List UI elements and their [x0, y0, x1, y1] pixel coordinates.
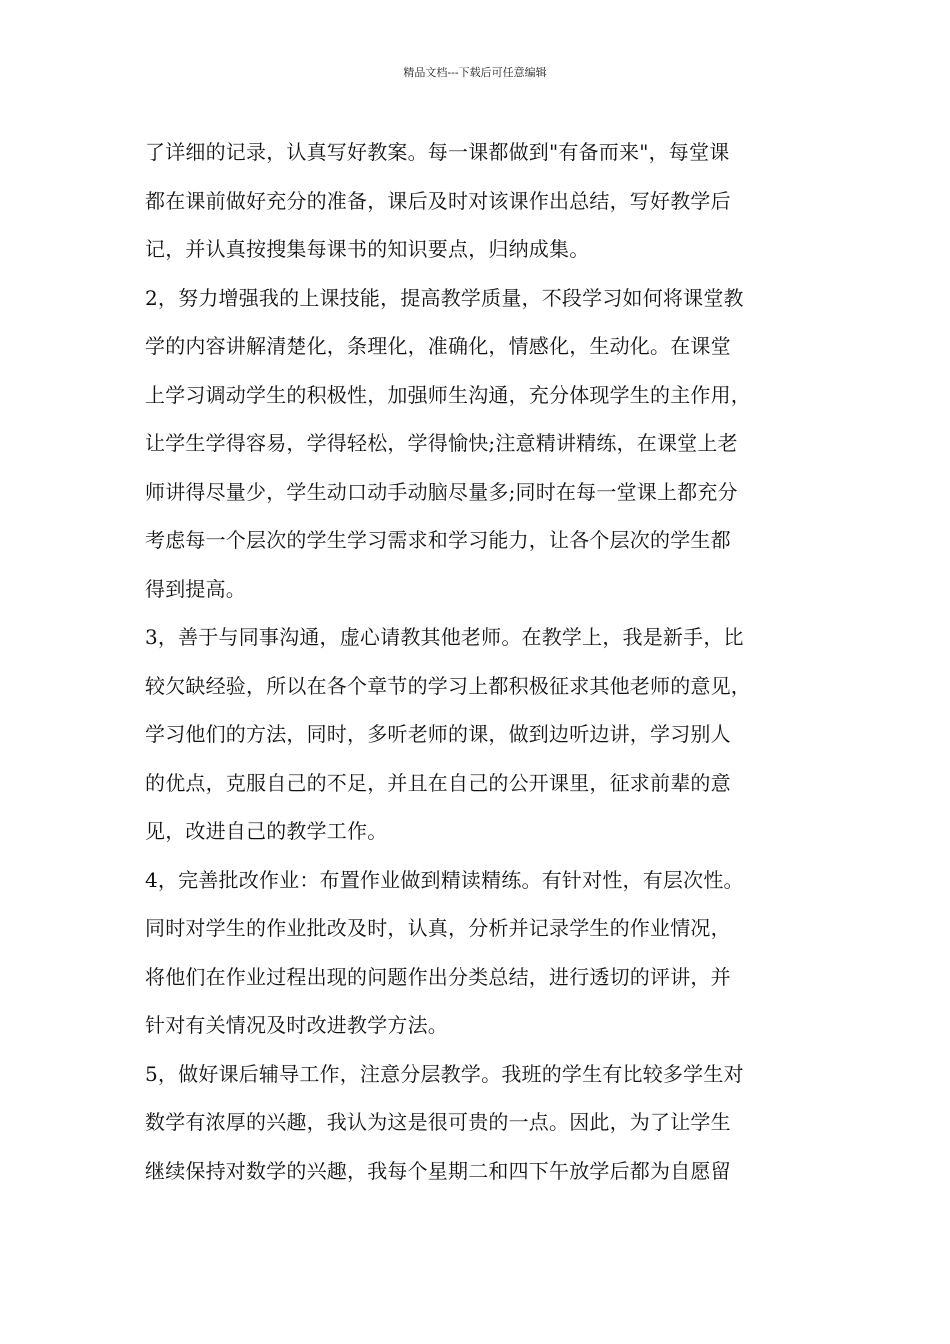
text-line: 数学有浓厚的兴趣，我认为这是很可贵的一点。因此，为了让学生 — [145, 1110, 731, 1134]
text-line: 见，改进自己的教学工作。 — [145, 819, 388, 843]
text-line: 都在课前做好充分的准备，课后及时对该课作出总结，写好教学后 — [145, 188, 731, 213]
text-line: 3，善于与同事沟通，虚心请教其他老师。在教学上，我是新手，比 — [145, 625, 744, 649]
text-line: 上学习调动学生的积极性，加强师生沟通，充分体现学生的主作用， — [145, 382, 751, 407]
text-line: 学的内容讲解清楚化，条理化，准确化，情感化，生动化。在课堂 — [145, 334, 731, 358]
page-header: 精品文档---下载后可任意编辑 — [403, 66, 547, 79]
text-line: 将他们在作业过程出现的问题作出分类总结，进行透切的评讲，并 — [145, 964, 731, 989]
text-line: 同时对学生的作业批改及时，认真，分析并记录学生的作业情况， — [145, 916, 731, 940]
text-line: 让学生学得容易，学得轻松，学得愉快;注意精讲精练，在课堂上老 — [145, 431, 738, 455]
text-line: 记，并认真按搜集每课书的知识要点，归纳成集。 — [145, 237, 590, 261]
text-line: 师讲得尽量少，学生动口动手动脑尽量多;同时在每一堂课上都充分 — [145, 479, 738, 504]
text-line: 继续保持对数学的兴趣，我每个星期二和四下午放学后都为自愿留 — [145, 1158, 731, 1183]
text-line: 2，努力增强我的上课技能，提高教学质量，不段学习如何将课堂教 — [145, 285, 744, 310]
text-line: 考虑每一个层次的学生学习需求和学习能力，让各个层次的学生都 — [145, 528, 731, 552]
text-line: 学习他们的方法，同时，多听老师的课，做到边听边讲，学习别人 — [145, 722, 731, 746]
text-line: 较欠缺经验，所以在各个章节的学习上都积极征求其他老师的意见， — [145, 673, 751, 698]
text-line: 针对有关情况及时改进教学方法。 — [145, 1013, 448, 1037]
text-line: 5，做好课后辅导工作，注意分层教学。我班的学生有比较多学生对 — [145, 1061, 744, 1086]
text-line: 了详细的记录，认真写好教案。每一课都做到"有备而来"，每堂课 — [145, 140, 730, 164]
text-line: 的优点，克服自己的不足，并且在自己的公开课里，征求前辈的意 — [145, 770, 731, 795]
text-line: 得到提高。 — [145, 576, 246, 601]
text-line: 4，完善批改作业：布置作业做到精读精练。有针对性，有层次性。 — [145, 867, 744, 892]
document-body — [145, 132, 825, 1199]
